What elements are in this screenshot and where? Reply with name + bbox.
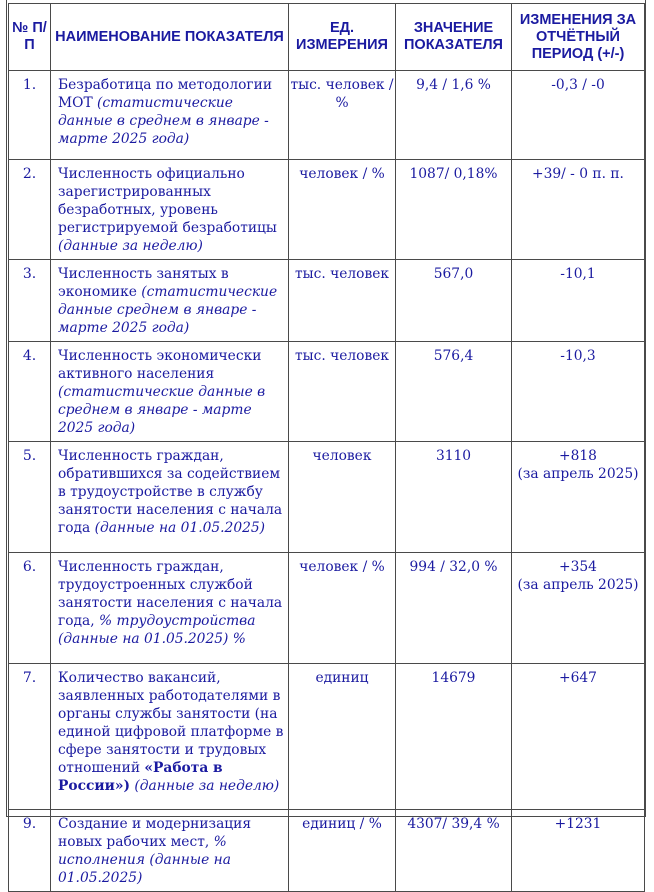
row-value: 9,4 / 1,6 % — [396, 71, 512, 160]
table-row — [9, 342, 645, 442]
row-change — [512, 342, 645, 442]
row-change-value: -10,1 — [560, 266, 596, 282]
row-num: 9. — [9, 810, 51, 892]
header-num: № П/П — [9, 4, 51, 71]
row-value: 576,4 — [396, 342, 512, 442]
row-note: (данные на 01.05.2025) — [94, 520, 266, 536]
table-body — [9, 71, 645, 892]
table-row — [9, 160, 645, 260]
row-change-period: (за апрель 2025) — [517, 466, 639, 482]
row-name-text: Создание и модернизация новых рабочих мест, — [58, 816, 252, 850]
row-change — [512, 442, 645, 553]
row-name — [51, 160, 289, 260]
row-value: 4307/ 39,4 % — [396, 810, 512, 892]
row-change — [512, 260, 645, 342]
row-note: % исполнения (данные на 01.05.2025) — [58, 834, 231, 886]
row-value: 567,0 — [396, 260, 512, 342]
row-name — [51, 342, 289, 442]
indicators-table — [8, 3, 645, 892]
row-name — [51, 260, 289, 342]
row-name-text: Численность занятых в экономике — [58, 266, 229, 300]
table-row — [9, 810, 645, 892]
row-unit: единиц — [289, 664, 396, 810]
row-unit: человек — [289, 442, 396, 553]
row-name — [51, 71, 289, 160]
row-num: 2. — [9, 160, 51, 260]
row-change-period: (за апрель 2025) — [517, 577, 639, 593]
row-name — [51, 810, 289, 892]
row-change — [512, 553, 645, 664]
row-num: 3. — [9, 260, 51, 342]
row-name — [51, 553, 289, 664]
row-num: 7. — [9, 664, 51, 810]
row-value: 3110 — [396, 442, 512, 553]
row-change-value: +1231 — [554, 816, 602, 832]
row-note: (статистические данные в среднем в январе - марте 2025 года) — [58, 95, 269, 147]
table-header — [9, 4, 645, 71]
row-unit: тыс. человек — [289, 260, 396, 342]
row-name-bold: «Работа в России») — [58, 760, 223, 794]
row-value: 994 / 32,0 % — [396, 553, 512, 664]
row-note: (данные за неделю) — [58, 238, 203, 254]
row-name-text: Численность официально зарегистрированных безработных, уровень регистрируемой безработицы — [58, 166, 277, 236]
row-value: 14679 — [396, 664, 512, 810]
header-name: НАИМЕНОВАНИЕ ПОКАЗАТЕЛЯ — [51, 4, 289, 71]
row-unit: тыс. человек — [289, 342, 396, 442]
row-name-text: Численность граждан, обратившихся за содействием в трудоустройстве в службу занятости населения с начала года — [58, 448, 283, 536]
row-change-value: +647 — [559, 670, 597, 686]
table-row — [9, 71, 645, 160]
header-change: ИЗМЕНЕНИЯ ЗА ОТЧЁТНЫЙ ПЕРИОД (+/-) — [512, 4, 645, 71]
row-change-value: +39/ - 0 п. п. — [532, 166, 624, 182]
row-num: 1. — [9, 71, 51, 160]
table-row — [9, 260, 645, 342]
row-change — [512, 664, 645, 810]
row-note: (данные за неделю) — [134, 778, 280, 794]
row-unit: тыс. человек / % — [289, 71, 396, 160]
row-num: 4. — [9, 342, 51, 442]
row-name — [51, 442, 289, 553]
row-change-value: -0,3 / -0 — [551, 77, 605, 93]
row-note: (статистические данные в среднем в январе - марте 2025 года) — [58, 384, 266, 436]
row-change — [512, 810, 645, 892]
row-name-text: Численность граждан, трудоустроенных службой занятости населения с начала года, — [58, 559, 283, 629]
row-change — [512, 160, 645, 260]
row-note: % трудоустройства (данные на 01.05.2025) % — [58, 613, 256, 647]
header-value: ЗНАЧЕНИЕ ПОКАЗАТЕЛЯ — [396, 4, 512, 71]
row-unit: человек / % — [289, 160, 396, 260]
row-note: (статистические данные среднем в январе - марте 2025 года) — [58, 284, 278, 336]
row-num: 5. — [9, 442, 51, 553]
row-name-text: Численность экономически активного населения — [58, 348, 262, 382]
table-row — [9, 664, 645, 810]
row-change-value: +818 — [559, 448, 597, 464]
row-change-value: +354 — [559, 559, 597, 575]
row-value: 1087/ 0,18% — [396, 160, 512, 260]
table-row — [9, 442, 645, 553]
row-change — [512, 71, 645, 160]
row-name-text: Безработица по методологии МОТ — [58, 77, 273, 111]
row-unit: человек / % — [289, 553, 396, 664]
row-name — [51, 664, 289, 810]
row-unit: единиц / % — [289, 810, 396, 892]
row-change-value: -10,3 — [560, 348, 596, 364]
row-name-text: Количество вакансий, заявленных работодателями в органы службы занятости (на единой цифровой платформе в сфере занятости и трудовых отношений — [58, 670, 284, 776]
row-num: 6. — [9, 553, 51, 664]
table-row — [9, 553, 645, 664]
header-unit: ЕД. ИЗМЕРЕНИЯ — [289, 4, 396, 71]
